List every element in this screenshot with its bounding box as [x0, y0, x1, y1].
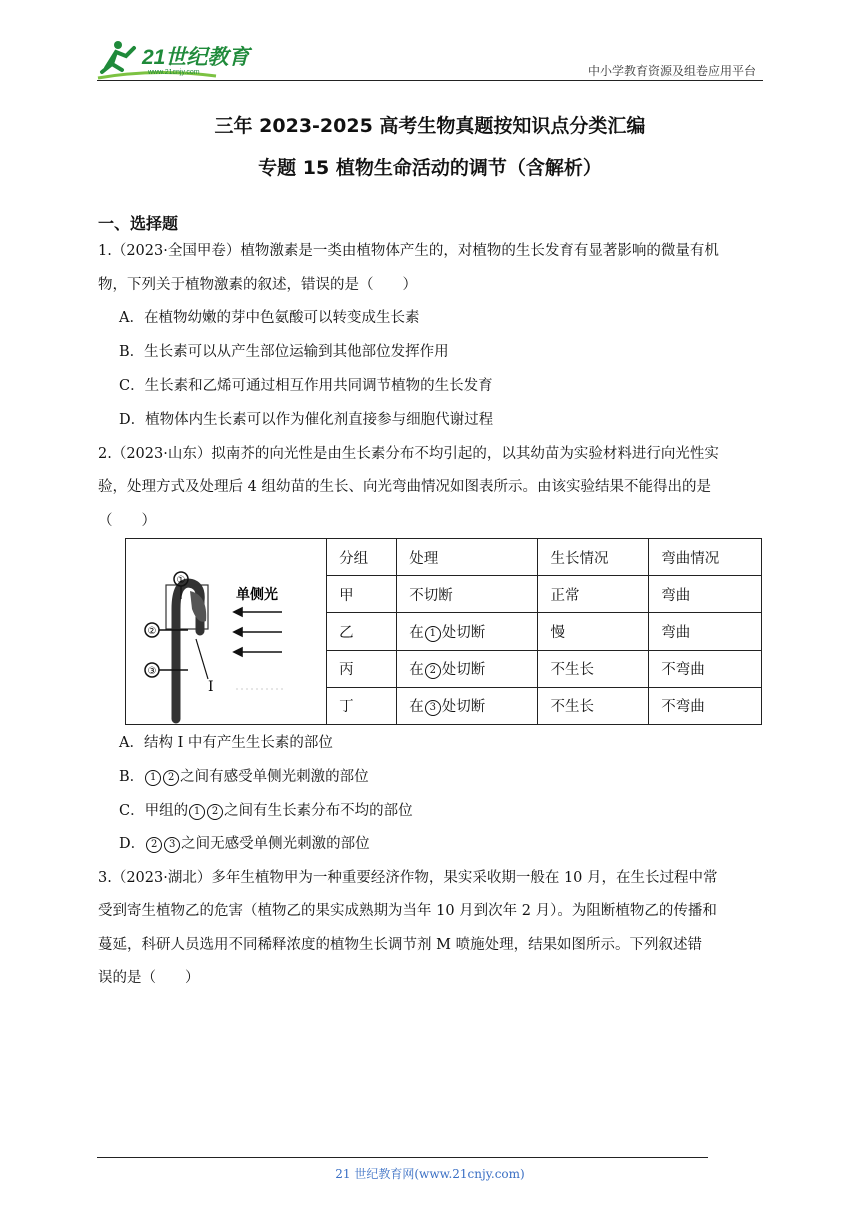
circled-number: 1 [189, 804, 205, 820]
logo-runner-body [102, 48, 134, 72]
mark-2-label: ② [147, 626, 157, 637]
circled-number: 2 [207, 804, 223, 820]
footer-link[interactable]: 21 世纪教育网(www.21cnjy.com) [335, 1167, 525, 1181]
seedling-figure-cell [126, 539, 327, 725]
circled-number: 3 [164, 837, 180, 853]
row-treatment: 不切断 [397, 576, 538, 613]
q3-stem-line3: 蔓延，科研人员选用不同稀释浓度的植物生长调节剂 M 喷施处理，结果如图所示。下列叙述错 [98, 937, 703, 953]
row-bending: 不弯曲 [649, 687, 762, 724]
mark-3-label: ③ [147, 666, 157, 677]
q1-option-c: C．生长素和乙烯可通过相互作用共同调节植物的生长发育 [119, 378, 493, 394]
q3-stem-line2: 受到寄生植物乙的危害（植物乙的果实成熟期为当年 10 月到次年 2 月）。为阻断植物乙的传播和 [98, 903, 717, 919]
q2-option-a: A．结构 I 中有产生生长素的部位 [119, 735, 333, 751]
circled-number: 2 [425, 663, 441, 679]
q2-option-c: C．甲组的 1 2 之间有生长素分布不均的部位 [119, 803, 413, 819]
q2-stem-line2: 验，处理方式及处理后 4 组幼苗的生长、向光弯曲情况如图表所示。由该实验结果不能得出的是 [98, 479, 711, 495]
table-header-growth: 生长情况 [538, 539, 649, 576]
circled-number: 3 [425, 700, 441, 716]
logo-runner-head [114, 41, 122, 49]
q2-option-b: B． 1 2 之间有感受单侧光刺激的部位 [119, 769, 369, 785]
site-logo [96, 38, 266, 82]
circled-number: 2 [146, 837, 162, 853]
table-header-treatment: 处理 [397, 539, 538, 576]
row-treatment: 在 2 处切断 [397, 650, 538, 687]
circled-number: 1 [425, 626, 441, 642]
light-arrows [234, 608, 282, 656]
seedling-figure [126, 539, 323, 724]
q3-stem-line4: 误的是（ ） [98, 970, 200, 986]
doc-title: 三年 2023-2025 高考生物真题按知识点分类汇编 [214, 115, 646, 137]
q1-stem-line2: 物，下列关于植物激素的叙述，错误的是（ ） [98, 277, 417, 293]
row-treatment: 在 3 处切断 [397, 687, 538, 724]
row-bending: 弯曲 [649, 613, 762, 650]
mark-1-label: ① [176, 575, 186, 586]
structure-label: I [208, 679, 214, 695]
row-growth: 不生长 [538, 650, 649, 687]
row-bending: 不弯曲 [649, 650, 762, 687]
footer-rule [97, 1157, 708, 1158]
q1-option-b: B．生长素可以从产生部位运输到其他部位发挥作用 [119, 344, 449, 360]
table-header-group: 分组 [327, 539, 397, 576]
q2-option-d: D． 2 3 之间无感受单侧光刺激的部位 [119, 836, 370, 852]
q1-option-a: A．在植物幼嫩的芽中色氨酸可以转变成生长素 [119, 310, 420, 326]
row-group: 乙 [327, 613, 397, 650]
logo-text: 21世纪教育 [142, 46, 250, 69]
logo-url: www.21cnjy.com [148, 69, 200, 76]
q1-option-d: D．植物体内生长素可以作为催化剂直接参与细胞代谢过程 [119, 412, 494, 428]
experiment-table [125, 538, 762, 725]
doc-subtitle: 专题 15 植物生命活动的调节（含解析） [258, 157, 602, 179]
light-label: 单侧光 [236, 587, 278, 603]
circled-number: 2 [163, 770, 179, 786]
platform-name: 中小学教育资源及组卷应用平台 [587, 64, 756, 78]
structure-pointer [196, 639, 208, 679]
table-header-bending: 弯曲情况 [649, 539, 762, 576]
row-group: 丙 [327, 650, 397, 687]
row-growth: 慢 [538, 613, 649, 650]
row-treatment: 在 1 处切断 [397, 613, 538, 650]
q3-stem-line1: 3.（2023·湖北）多年生植物甲为一种重要经济作物，果实采收期一般在 10 月，在生长过程中常 [98, 870, 718, 886]
header-rule [97, 80, 763, 81]
circled-number: 1 [145, 770, 161, 786]
row-group: 甲 [327, 576, 397, 613]
row-group: 丁 [327, 687, 397, 724]
q1-stem-line1: 1.（2023·全国甲卷）植物激素是一类由植物体产生的，对植物的生长发育有显著影响的微量有机 [98, 243, 719, 259]
q2-stem-line3: （ ） [98, 513, 156, 529]
q2-stem-line1: 2.（2023·山东）拟南芥的向光性是由生长素分布不均引起的，以其幼苗为实验材料进行向光性实 [98, 446, 719, 462]
row-growth: 不生长 [538, 687, 649, 724]
row-bending: 弯曲 [649, 576, 762, 613]
row-growth: 正常 [538, 576, 649, 613]
section-heading: 一、选择题 [98, 214, 179, 233]
